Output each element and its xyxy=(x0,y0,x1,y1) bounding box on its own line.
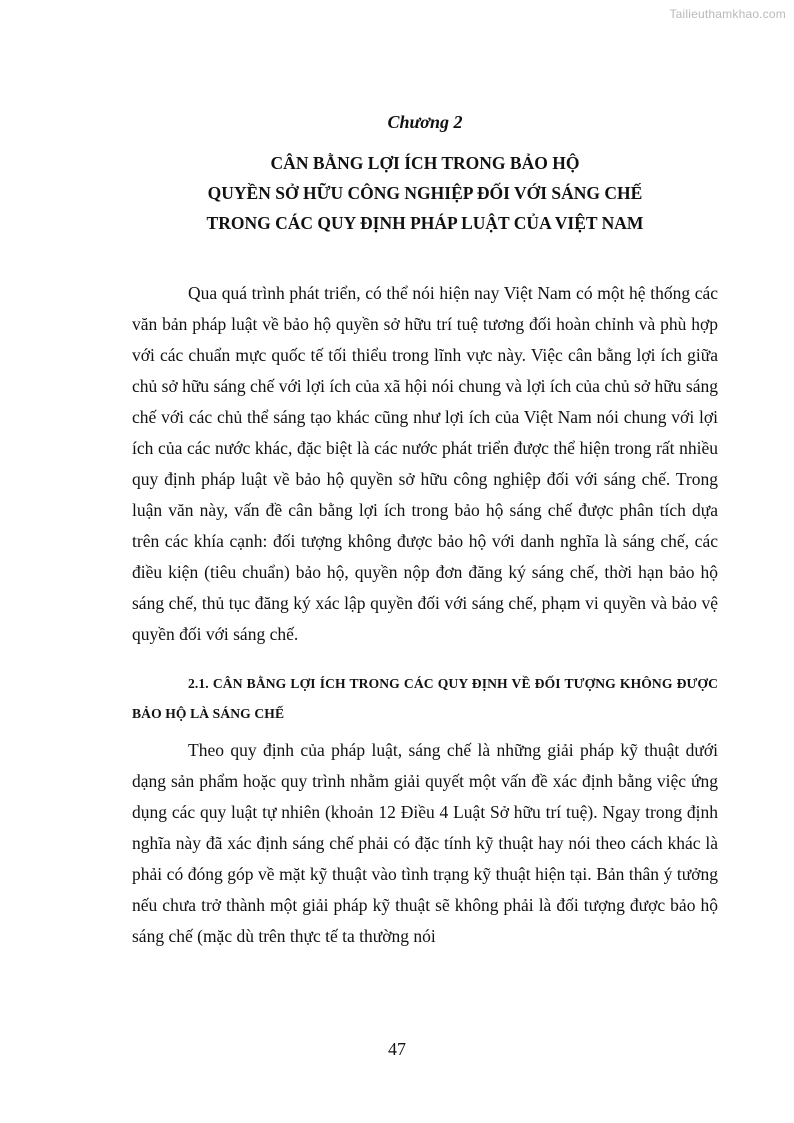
document-page xyxy=(132,112,718,952)
chapter-title-line: CÂN BẰNG LỢI ÍCH TRONG BẢO HỘ xyxy=(270,153,580,173)
watermark: Tailieuthamkhao.com xyxy=(669,7,786,21)
chapter-label: Chương 2 xyxy=(387,112,463,132)
section-heading: 2.1. CÂN BẰNG LỢI ÍCH TRONG CÁC QUY ĐỊNH VỀ ĐỐI TƯỢNG KHÔNG ĐƯỢC BẢO HỘ LÀ SÁNG CHẾ xyxy=(132,676,718,721)
page-number: 47 xyxy=(388,1039,406,1059)
chapter-title xyxy=(132,148,718,238)
chapter-title-line: QUYỀN SỞ HỮU CÔNG NGHIỆP ĐỐI VỚI SÁNG CHẾ xyxy=(207,183,643,203)
chapter-title-line: TRONG CÁC QUY ĐỊNH PHÁP LUẬT CỦA VIỆT NAM xyxy=(206,213,644,233)
section-paragraph: Theo quy định của pháp luật, sáng chế là những giải pháp kỹ thuật dưới dạng sản phẩm hoặc quy trình nhằm giải quyết một vấn đề xác định bằng việc ứng dụng các quy luật tự nhiên (khoản 12 Điều 4 Luật Sở hữu trí tuệ). Ngay trong định nghĩa này đã xác định sáng chế phải có đặc tính kỹ thuật hay nói theo cách khác là phải có đóng góp về mặt kỹ thuật vào tình trạng kỹ thuật hiện tại. Bản thân ý tưởng nếu chưa trở thành một giải pháp kỹ thuật sẽ không phải là đối tượng được bảo hộ sáng chế (mặc dù trên thực tế ta thường nói xyxy=(132,740,718,946)
intro-paragraph: Qua quá trình phát triển, có thể nói hiện nay Việt Nam có một hệ thống các văn bản pháp luật về bảo hộ quyền sở hữu trí tuệ tương đối hoàn chỉnh và phù hợp với các chuẩn mực quốc tế tối thiểu trong lĩnh vực này. Việc cân bằng lợi ích giữa chủ sở hữu sáng chế với lợi ích của xã hội nói chung và lợi ích của chủ sở hữu sáng chế với các chủ thể sáng tạo khác cũng như lợi ích của Việt Nam nói chung với lợi ích của các nước khác, đặc biệt là các nước phát triển được thể hiện trong rất nhiều quy định pháp luật về bảo hộ quyền sở hữu công nghiệp đối với sáng chế. Trong luận văn này, vấn đề cân bằng lợi ích trong bảo hộ sáng chế được phân tích dựa trên các khía cạnh: đối tượng không được bảo hộ với danh nghĩa là sáng chế, các điều kiện (tiêu chuẩn) bảo hộ, quyền nộp đơn đăng ký sáng chế, thời hạn bảo hộ sáng chế, thủ tục đăng ký xác lập quyền đối với sáng chế, phạm vi quyền và bảo vệ quyền đối với sáng chế. xyxy=(132,283,718,644)
